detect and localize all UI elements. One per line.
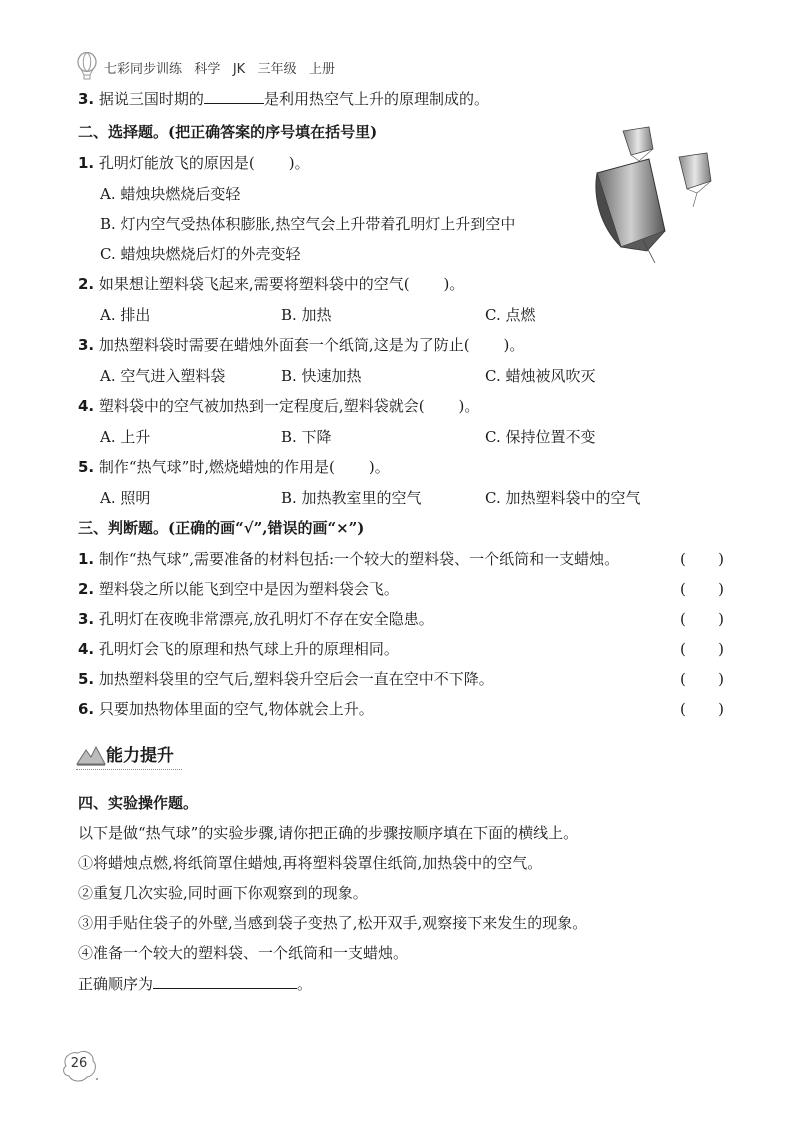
step-4: ④准备一个较大的塑料袋、一个纸筒和一支蜡烛。 xyxy=(78,944,409,962)
option-3b: B. 快速加热 xyxy=(281,367,362,385)
choice-question-4: 4. 塑料袋中的空气被加热到一定程度后,塑料袋就会( )。 xyxy=(78,397,480,415)
answer-blank[interactable] xyxy=(204,89,264,104)
page-header xyxy=(104,58,335,77)
option-5a: A. 照明 xyxy=(100,489,151,507)
choice-question-3: 3. 加热塑料袋时需要在蜡烛外面套一个纸筒,这是为了防止( )。 xyxy=(78,336,525,354)
page-number: 26 xyxy=(70,1056,88,1071)
option-1b: B. 灯内空气受热体积膨胀,热空气会上升带着孔明灯上升到空中 xyxy=(100,215,516,233)
option-4c: C. 保持位置不变 xyxy=(485,428,596,446)
header-edition: JK xyxy=(232,62,246,77)
judge-item-4: 4. 孔明灯会飞的原理和热气球上升的原理相同。 xyxy=(78,640,399,658)
mountain-icon xyxy=(76,744,106,766)
option-2a: A. 排出 xyxy=(100,306,151,324)
step-3: ③用手贴住袋子的外壁,当感到袋子变热了,松开双手,观察接下来发生的现象。 xyxy=(78,914,588,932)
judge-item-1: 1. 制作“热气球”,需要准备的材料包括:一个较大的塑料袋、一个纸筒和一支蜡烛。 xyxy=(78,550,620,568)
option-3c: C. 蜡烛被风吹灭 xyxy=(485,367,596,385)
option-4a: A. 上升 xyxy=(100,428,151,446)
section-3-title: 三、判断题。(正确的画“√”,错误的画“×”) xyxy=(78,519,365,537)
option-1c: C. 蜡烛块燃烧后灯的外壳变轻 xyxy=(100,245,301,263)
judge-item-3: 3. 孔明灯在夜晚非常漂亮,放孔明灯不存在安全隐患。 xyxy=(78,610,434,628)
section-4-title: 四、实验操作题。 xyxy=(78,794,199,812)
option-5c: C. 加热塑料袋中的空气 xyxy=(485,489,641,507)
section-2-title: 二、选择题。(把正确答案的序号填在括号里) xyxy=(78,123,378,141)
choice-question-2: 2. 如果想让塑料袋飞起来,需要将塑料袋中的空气( )。 xyxy=(78,275,465,293)
judge-item-2: 2. 塑料袋之所以能飞到空中是因为塑料袋会飞。 xyxy=(78,580,399,598)
option-2c: C. 点燃 xyxy=(485,306,536,324)
ability-banner-title: 能力提升 xyxy=(106,746,174,766)
judge-item-6: 6. 只要加热物体里面的空气,物体就会上升。 xyxy=(78,700,374,718)
answer-order-blank[interactable] xyxy=(153,974,297,989)
sky-lantern-illustration xyxy=(585,125,725,270)
banner-divider xyxy=(76,769,182,770)
choice-question-5: 5. 制作“热气球”时,燃烧蜡烛的作用是( )。 xyxy=(78,458,390,476)
step-1: ①将蜡烛点燃,将纸筒罩住蜡烛,再将塑料袋罩住纸筒,加热袋中的空气。 xyxy=(78,854,543,872)
step-2: ②重复几次实验,同时画下你观察到的现象。 xyxy=(78,884,368,902)
option-4b: B. 下降 xyxy=(281,428,332,446)
option-3a: A. 空气进入塑料袋 xyxy=(100,367,226,385)
header-volume: 上册 xyxy=(309,62,336,77)
option-2b: B. 加热 xyxy=(281,306,332,324)
option-5b: B. 加热教室里的空气 xyxy=(281,489,422,507)
answer-order-line: 正确顺序为 。 xyxy=(78,975,313,993)
judge-item-5: 5. 加热塑料袋里的空气后,塑料袋升空后会一直在空中不下降。 xyxy=(78,670,494,688)
header-subject: 科学 xyxy=(194,62,221,77)
header-grade: 三年级 xyxy=(257,62,297,77)
section-4-intro: 以下是做“热气球”的实验步骤,请你把正确的步骤按顺序填在下面的横线上。 xyxy=(78,824,579,842)
fill-question-3: 3. 据说三国时期的 是利用热空气上升的原理制成的。 xyxy=(78,90,489,108)
choice-question-1: 1. 孔明灯能放飞的原因是( )。 xyxy=(78,154,310,172)
header-series: 七彩同步训练 xyxy=(104,62,183,77)
option-1a: A. 蜡烛块燃烧后变轻 xyxy=(100,185,241,203)
balloon-logo-icon xyxy=(76,52,98,80)
